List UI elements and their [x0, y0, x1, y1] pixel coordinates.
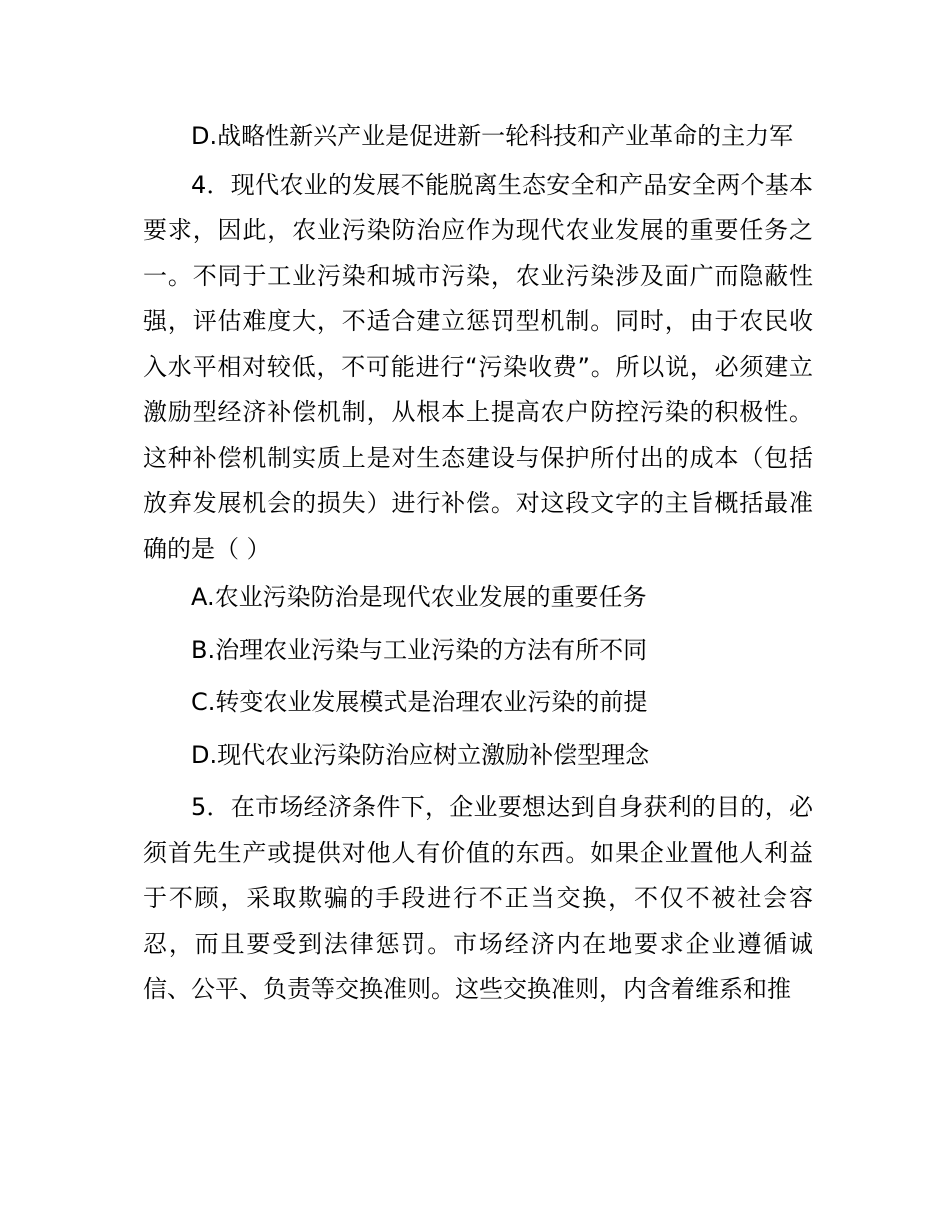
question-4-option-d: D.现代农业污染防治应树立激励补偿型理念 — [191, 740, 650, 769]
question-4-stem: 4．现代农业的发展不能脱离生态安全和产品安全两个基本要求，因此，农业污染防治应作为现代农业发展的重要任务之一。不同于工业污染和城市污染，农业污染涉及面广而隐蔽性强，评估难度大，不适合建立惩罚型机制。同时，由于农民收入水平相对较低，不可能进行“污染收费”。所以说，必须建立激励型经济补偿机制，从根本上提高农户防控污染的积极性。这种补偿机制实质上是对生态建设与保护所付出的成本（包括放弃发展机会的损失）进行补偿。对这段文字的主旨概括最准确的是（ ） — [143, 170, 813, 563]
document-body — [143, 114, 813, 1016]
question-4-option-b: B.治理农业污染与工业污染的方法有所不同 — [191, 635, 648, 664]
question-5-stem: 5．在市场经济条件下，企业要想达到自身获利的目的，必须首先生产或提供对他人有价值的东西。如果企业置他人利益于不顾，采取欺骗的手段进行不正当交换，不仅不被社会容忍，而且要受到法律惩罚。市场经济内在地要求企业遵循诚信、公平、负责等交换准则。这些交换准则，内含着维系和推 — [143, 793, 813, 1003]
prev-question-option-d: D.战略性新兴产业是促进新一轮科技和产业革命的主力军 — [191, 122, 794, 150]
question-4-option-c: C.转变农业发展模式是治理农业污染的前提 — [191, 688, 648, 716]
question-4-option-a: A.农业污染防治是现代农业发展的重要任务 — [191, 583, 647, 611]
